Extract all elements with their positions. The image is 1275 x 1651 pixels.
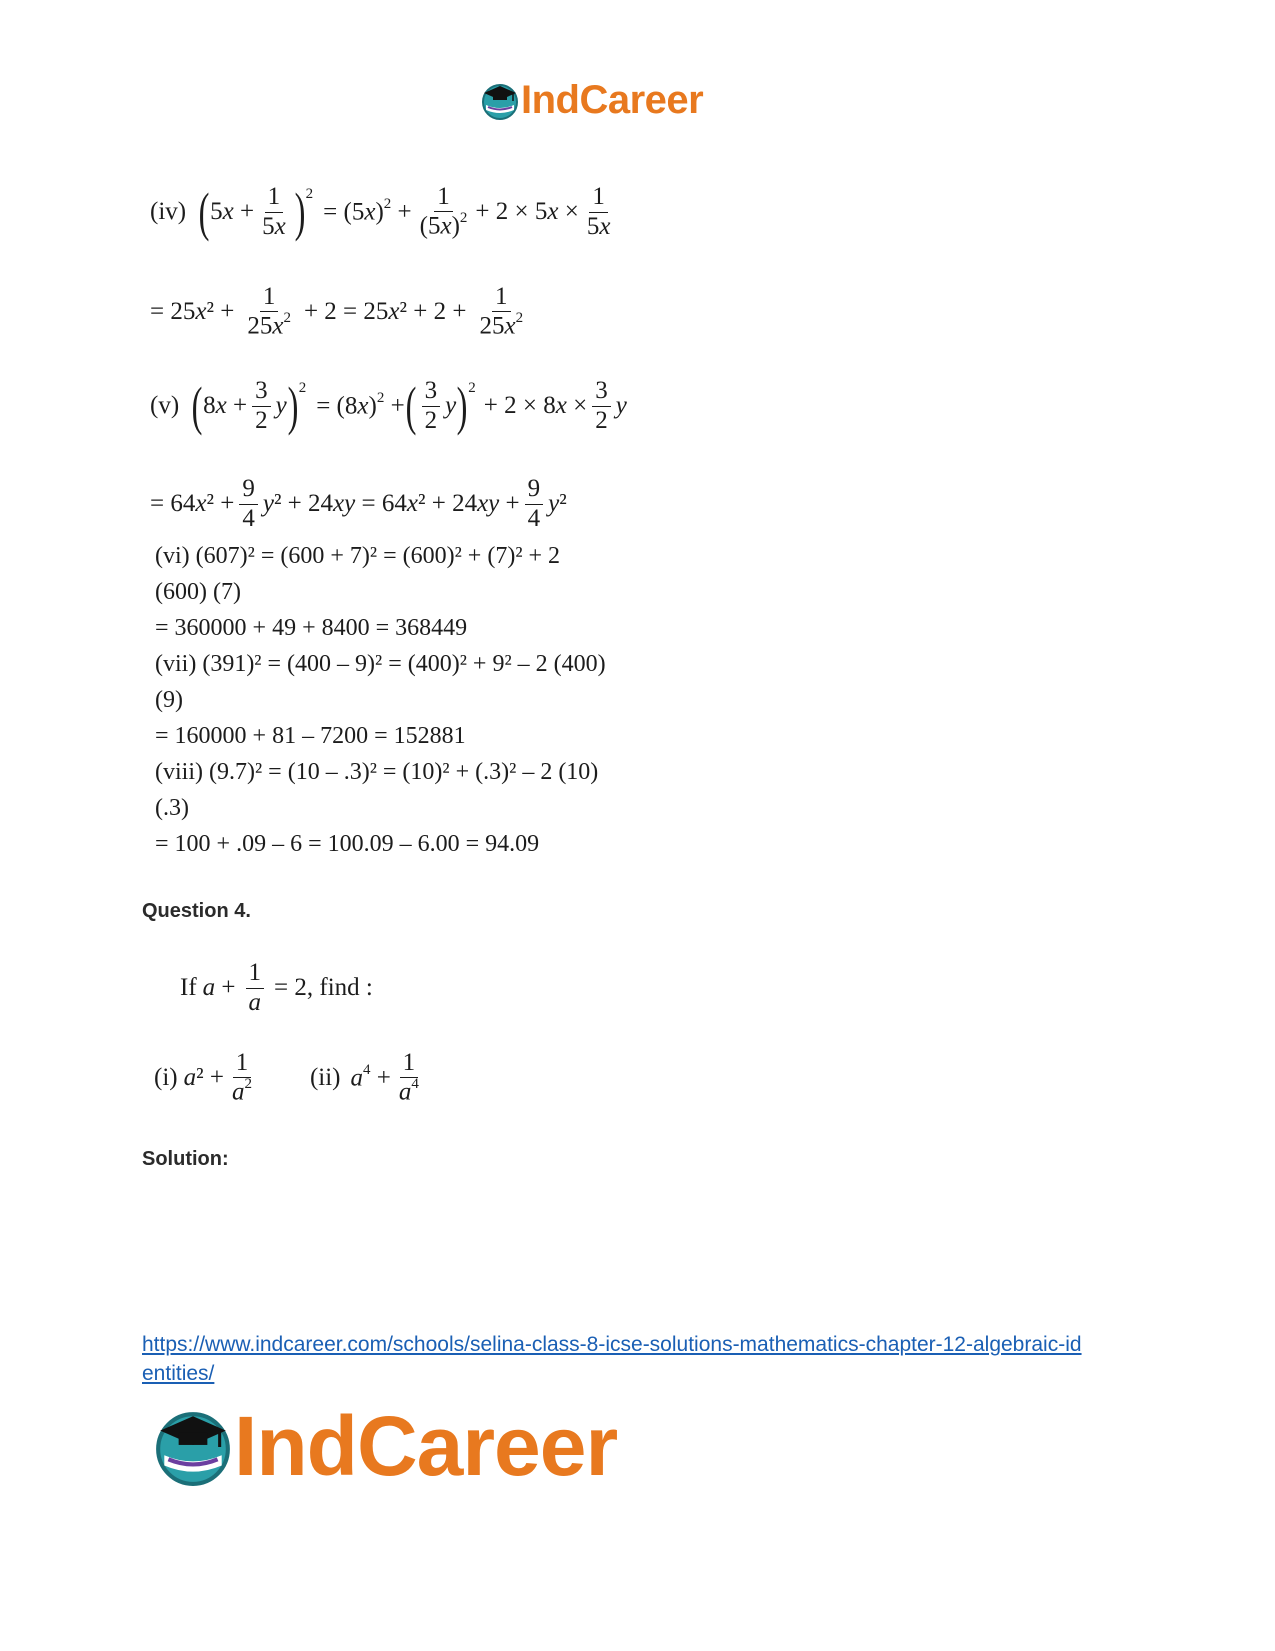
header-logo-text: IndCareer — [521, 78, 704, 122]
graduation-cap-globe-icon — [152, 1406, 234, 1488]
solution-viii-line1: (viii) (9.7)² = (10 – .3)² = (10)² + (.3)² – 2 (10) — [155, 759, 599, 785]
solution-v-label: (v) — [150, 392, 180, 419]
solution-viii-line3: = 100 + .09 – 6 = 100.09 – 6.00 = 94.09 — [155, 831, 540, 857]
solution-iv-line1: (iv) ( 5x + $\frac{1}{5x}$ ) $^2$ = $(5x)^2$ + $\frac{1}{(5x)^2}$ + 2 × 5x × $\frac{1}{5x}$ — [150, 182, 611, 242]
solution-vi-line2: (600) (7) — [155, 579, 241, 605]
solution-vii-line2: (9) — [155, 687, 183, 713]
solution-vi-line1: (vi) (607)² = (600 + 7)² = (600)² + (7)² + 2 — [155, 543, 561, 569]
solution-iv-label: (iv) — [150, 198, 187, 225]
solution-vii-line3: = 160000 + 81 – 7200 = 152881 — [155, 723, 466, 749]
question-stem-if: If — [180, 974, 197, 1001]
solution-vi-line3: = 360000 + 49 + 8400 = 368449 — [155, 615, 468, 641]
question-part-i-label: (i) — [154, 1064, 178, 1091]
solution-v-line1: (v) ( 8x + $\frac{3}{2}$ y ) $^2$ = $(8x)^2$ + ( $\frac{3}{2}$ y ) $^2$ + 2 × 8x × $\frac{3}{2}$ y — [150, 376, 627, 436]
source-url-link[interactable]: https://www.indcareer.com/schools/selina-class-8-icse-solutions-mathematics-chapter-12-algebraic-identities/ — [142, 1333, 1082, 1385]
solution-heading: Solution: — [142, 1148, 229, 1170]
solution-text-block — [155, 538, 606, 862]
question-parts: (i) a² + $\frac{1}{a^2}$ (ii) $a^4$ + $\frac{1}{a^4}$ — [154, 1049, 419, 1106]
solution-iv-line2: = 25x² + $\frac{1}{25x^2}$ + 2 = 25x² + 2 + $\frac{1}{25x^2}$ — [150, 283, 524, 340]
question-stem: If a + $\frac{1}{a}$ = 2, find : — [180, 959, 373, 1016]
header-logo — [480, 78, 703, 123]
footer-logo — [152, 1398, 617, 1495]
graduation-cap-globe-icon — [480, 81, 520, 121]
solution-vii-line1: (vii) (391)² = (400 – 9)² = (400)² + 9² – 2 (400) — [155, 651, 606, 677]
question-part-ii-label: (ii) — [309, 1064, 341, 1091]
question-stem-find: = 2, find : — [274, 974, 373, 1001]
solution-viii-line2: (.3) — [155, 795, 189, 821]
solution-v-line2: = 64x² + $\frac{9}{4}$ y² + 24xy = 64x² + 24xy + $\frac{9}{4}$ y² — [150, 475, 567, 532]
footer-logo-text: IndCareer — [234, 1399, 618, 1493]
question-heading: Question 4. — [142, 900, 251, 922]
